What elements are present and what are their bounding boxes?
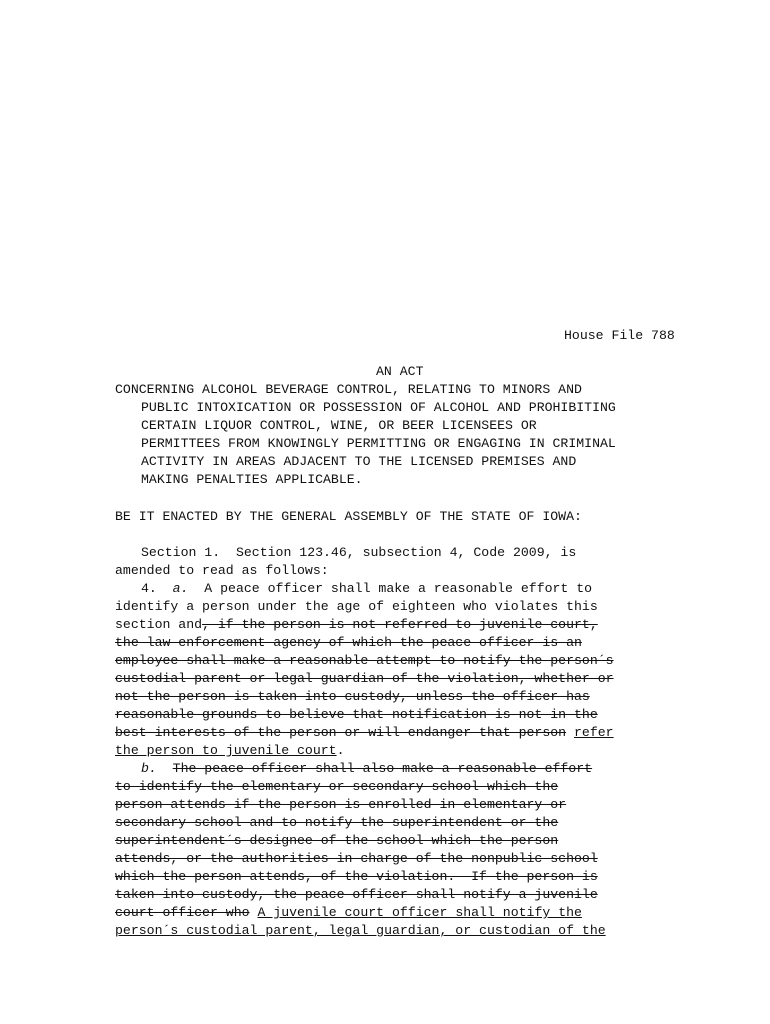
struck-line: employee shall make a reasonable attempt to notify the person´s	[115, 653, 614, 668]
body-line	[115, 742, 345, 760]
struck-line: taken into custody, the peace officer shall notify a juvenile	[115, 887, 598, 902]
subsection-number: 4.	[141, 581, 157, 596]
struck-line: which the person attends, of the violation. If the person is	[115, 869, 598, 884]
struck-text: The peace officer shall also make a reasonable effort	[172, 761, 593, 776]
enacting-clause: BE IT ENACTED BY THE GENERAL ASSEMBLY OF THE STATE OF IOWA:	[115, 509, 582, 524]
struck-text: best interests of the person or will endanger that person	[115, 725, 567, 740]
struck-line: secondary school and to notify the superintendent or the	[115, 815, 559, 830]
body-line: identify a person under the age of eighteen who violates this	[115, 599, 598, 614]
inserted-text: A juvenile court officer shall notify the	[257, 905, 582, 920]
title-line: MAKING PENALTIES APPLICABLE.	[141, 472, 363, 487]
struck-line: superintendent´s designee of the school which the person	[115, 833, 559, 848]
line-text: A peace officer shall make a reasonable effort to	[188, 581, 593, 596]
struck-text: , if the person is not referred to juvenile court,	[202, 617, 598, 632]
section-intro-line: Section 1. Section 123.46, subsection 4, Code 2009, is	[141, 545, 577, 560]
body-line	[115, 724, 614, 742]
struck-line: attends, or the authorities in charge of the nonpublic school	[115, 851, 598, 866]
struck-line: person attends if the person is enrolled in elementary or	[115, 797, 567, 812]
inserted-line: person´s custodial parent, legal guardian, or custodian of the	[115, 923, 606, 938]
body-line	[115, 616, 598, 634]
title-line: PUBLIC INTOXICATION OR POSSESSION OF ALCOHOL AND PROHIBITING	[141, 400, 616, 415]
body-line	[115, 904, 582, 922]
struck-line: the law enforcement agency of which the peace officer is an	[115, 635, 582, 650]
struck-line: not the person is taken into custody, unless the officer has	[115, 689, 590, 704]
struck-line: custodial parent or legal guardian of the violation, whether or	[115, 671, 614, 686]
inserted-text: the person to juvenile court	[115, 743, 337, 758]
section-intro-line: amended to read as follows:	[115, 563, 329, 578]
title-line: CERTAIN LIQUOR CONTROL, WINE, OR BEER LICENSEES OR	[141, 418, 537, 433]
body-line	[141, 580, 592, 598]
body-line	[141, 760, 592, 778]
paragraph-letter: a.	[172, 581, 189, 596]
line-text: section and	[115, 617, 203, 632]
line-text: .	[336, 743, 345, 758]
struck-line: to identify the elementary or secondary school which the	[115, 779, 559, 794]
paragraph-letter: b.	[141, 761, 157, 776]
title-line: CONCERNING ALCOHOL BEVERAGE CONTROL, RELATING TO MINORS AND	[115, 382, 582, 397]
title-line: ACTIVITY IN AREAS ADJACENT TO THE LICENSED PREMISES AND	[141, 454, 577, 469]
inserted-text: refer	[574, 725, 614, 740]
struck-line: reasonable grounds to believe that notification is not in the	[115, 707, 598, 722]
act-heading: AN ACT	[376, 364, 424, 379]
struck-text: court officer who	[115, 905, 250, 920]
title-line: PERMITTEES FROM KNOWINGLY PERMITTING OR ENGAGING IN CRIMINAL	[141, 436, 616, 451]
bill-number: House File 788	[564, 328, 675, 343]
